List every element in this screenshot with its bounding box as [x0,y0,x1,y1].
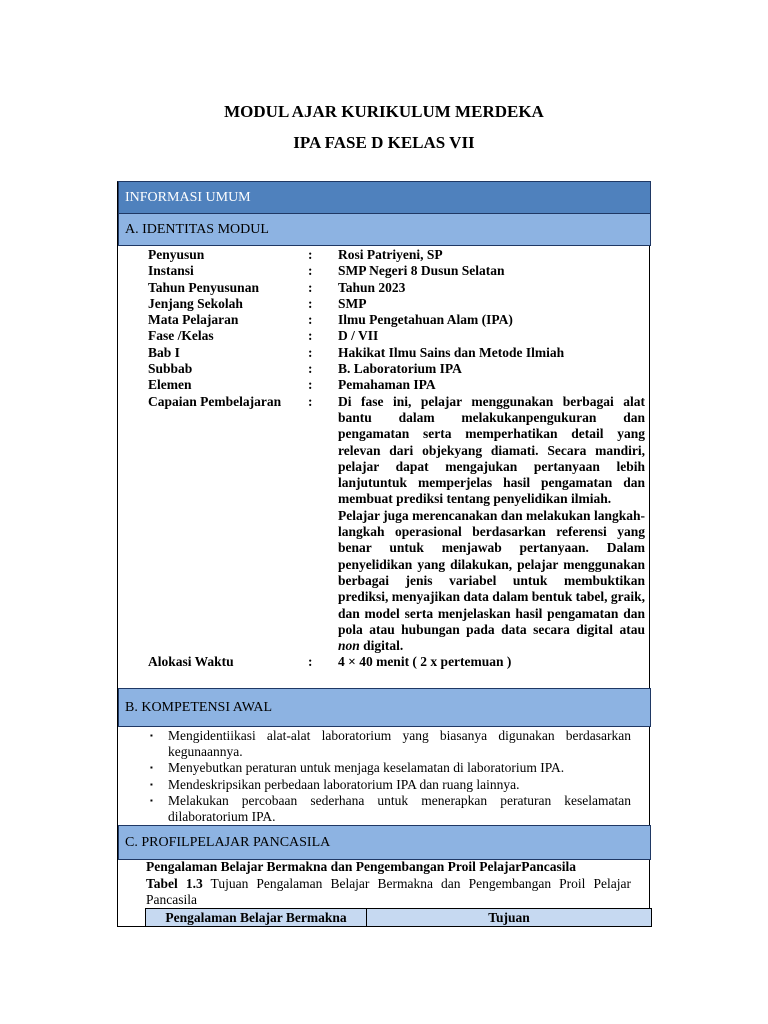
section-kompetensi-awal [118,688,651,727]
capaian-pembelajaran-text [338,394,645,655]
list-item-text: Mendeskripsikan perbedaan laboratorium IPA dan ruang lainnya. [168,776,520,792]
profil-heading: Pengalaman Belajar Bermakna dan Pengembangan Proil PelajarPancasila [146,859,576,874]
document-title: MODUL AJAR KURIKULUM MERDEKA [224,102,544,121]
capaian-paragraph-2-start: Pelajar juga merencanakan dan melakukan langkah-langkah operasional berdasarkan referensi yang benar untuk menjawab pertanyaan. Dalam penyelidikan yang dilakukan, pelajar menggunakan berbagai jenis variabel untuk membuktikan prediksi, menyajikan data dalam bentuk tabel, graik, dan model serta menjelaskan hasil pengamatan dan pola atau hubungan pada data secara digital atau [338,507,645,637]
table-caption-text: Tujuan Pengalaman Belajar Bermakna dan Pengembangan Proil Pelajar Pancasila [146,875,631,907]
identity-row [148,312,645,328]
section-profil-pelajar-label: C. PROFILPELAJAR PANCASILA [125,834,331,850]
identity-label: Bab I [148,344,180,360]
identity-colon: : [308,654,313,670]
identity-colon: : [308,328,313,344]
identity-row [148,263,645,279]
identity-label: Alokasi Waktu [148,654,234,670]
identity-value: Tahun 2023 [338,279,406,295]
list-item-text: Melakukan percobaan sederhana untuk menerapkan peraturan keselamatan dilaboratorium IPA. [168,792,631,825]
identity-label: Instansi [148,263,194,279]
identity-colon: : [308,295,313,311]
identity-row [148,345,645,361]
identity-row [148,280,645,296]
identity-value: SMP Negeri 8 Dusun Selatan [338,263,505,279]
identity-table [148,247,645,671]
list-item [148,777,631,793]
table-header-tujuan: Tujuan [367,908,652,927]
identity-row-capaian [148,394,645,655]
section-identitas-modul [118,214,651,246]
identity-colon: : [308,263,313,279]
identity-colon: : [308,393,313,409]
capaian-paragraph-2 [338,508,645,655]
identity-value: B. Laboratorium IPA [338,361,462,377]
identity-value: D / VII [338,328,379,344]
identity-row [148,328,645,344]
identity-label: Subbab [148,361,193,377]
identity-row [148,296,645,312]
identity-row [148,377,645,393]
list-item [148,728,631,760]
identity-row [148,247,645,263]
identity-value: Pemahaman IPA [338,377,436,393]
bullet-icon: ▪ [150,731,153,740]
identity-label: Fase /Kelas [148,328,214,344]
identity-value: Rosi Patriyeni, SP [338,247,443,262]
identity-value: 4 × 40 menit ( 2 x pertemuan ) [338,654,512,670]
list-item [148,793,631,825]
list-item [148,760,631,776]
table-caption-label: Tabel 1.3 [146,875,203,891]
capaian-paragraph-2-italic: non [338,638,360,654]
section-profil-pelajar [118,825,651,860]
identity-label: Capaian Pembelajaran [148,393,282,409]
identity-label: Elemen [148,377,192,393]
identity-colon: : [308,312,313,328]
identity-label: Mata Pelajaran [148,312,239,328]
list-item-text: Mengidentiikasi alat-alat laboratorium yang biasanya digunakan berdasarkan kegunaannya. [168,728,631,760]
section-informasi-umum-label: INFORMASI UMUM [125,189,251,205]
identity-row [148,654,645,670]
identity-colon: : [308,344,313,360]
list-item-text: Menyebutkan peraturan untuk menjaga keselamatan di laboratorium IPA. [168,760,565,776]
identity-label: Tahun Penyusunan [148,279,259,295]
identity-colon: : [308,377,313,393]
table-caption [146,876,631,909]
identity-value: Hakikat Ilmu Sains dan Metode Ilmiah [338,344,565,360]
identity-value: SMP [338,295,367,311]
identity-colon: : [308,361,313,377]
identity-row [148,361,645,377]
identity-value: Ilmu Pengetahuan Alam (IPA) [338,312,513,328]
identity-colon: : [308,279,313,295]
bullet-icon: ▪ [150,763,153,773]
bullet-icon: ▪ [150,795,153,805]
section-informasi-umum [118,181,651,214]
document-subtitle: IPA FASE D KELAS VII [293,133,475,152]
section-identitas-modul-label: A. IDENTITAS MODUL [125,221,269,237]
bullet-icon: ▪ [150,779,153,789]
identity-label: Jenjang Sekolah [148,295,243,311]
section-kompetensi-awal-label: B. KOMPETENSI AWAL [125,699,273,715]
identity-colon: : [308,247,313,262]
kompetensi-list [148,728,631,825]
profil-section [146,859,631,909]
capaian-paragraph-2-end: digital. [359,638,404,654]
table-header-pengalaman: Pengalaman Belajar Bermakna [145,908,367,927]
identity-label: Penyusun [148,247,205,262]
pengalaman-table-header [145,908,652,927]
capaian-paragraph-1: Di fase ini, pelajar menggunakan berbagai alat bantu dalam melakukanpengukuran dan pengamatan serta memperhatikan detail yang relevan dari objekyang diamati. Secara mandiri, pelajar dapat mengajukan pertanyaan lebih lanjutuntuk memperjelas hasil pengamatan dan membuat prediksi tentang penyelidikan ilmiah. [338,393,645,507]
